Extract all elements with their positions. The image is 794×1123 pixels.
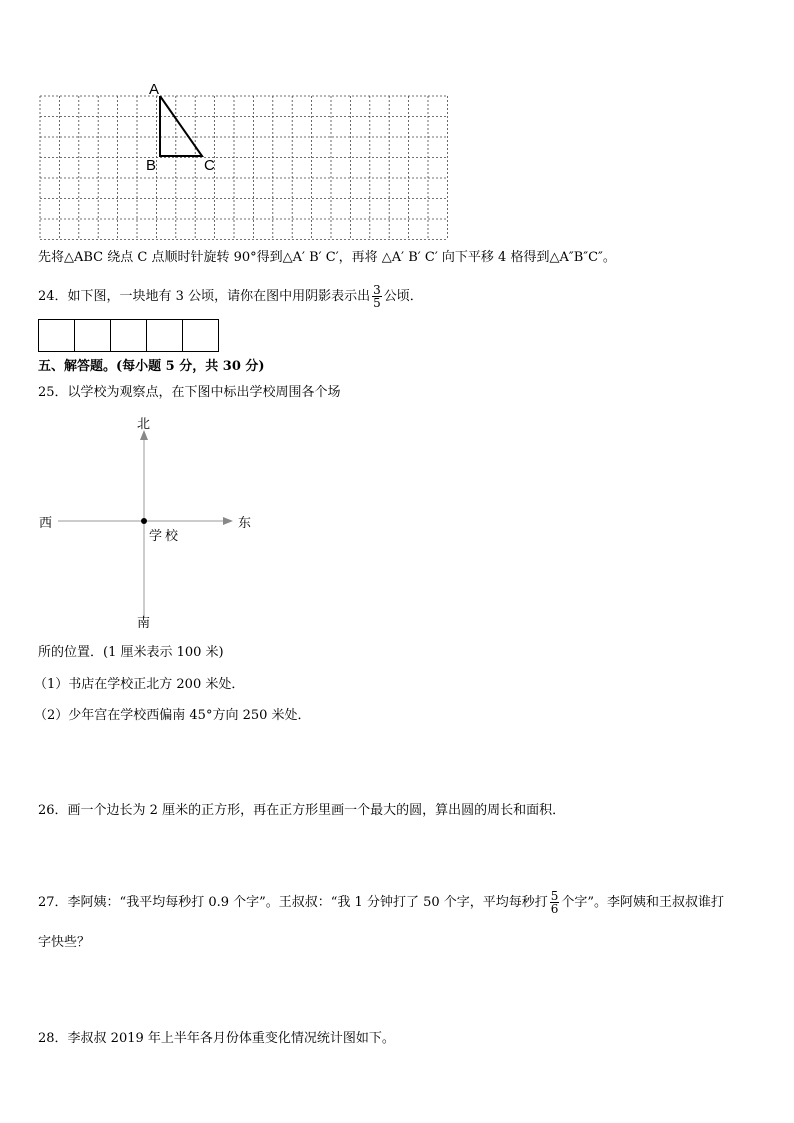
label-north: 北 xyxy=(137,417,151,432)
land-cells xyxy=(39,320,219,352)
triangle-abc xyxy=(160,96,202,156)
label-east: 东 xyxy=(238,516,252,531)
q24-question xyxy=(38,284,423,309)
east-arrow-icon xyxy=(223,517,233,525)
q27-frac-num: 5 xyxy=(550,889,559,903)
vertex-label-b: B xyxy=(146,157,157,174)
land-cell[interactable] xyxy=(111,320,147,352)
q24-prefix: 24．如下图，一块地有 3 公顷，请你在图中用阴影表示出 xyxy=(38,289,371,304)
vertex-label-a: A xyxy=(149,81,160,98)
land-rectangle[interactable] xyxy=(38,319,220,353)
q24-fraction xyxy=(372,284,382,309)
label-south: 南 xyxy=(137,616,151,631)
q27-prefix: 27．李阿姨：“我平均每秒打 0.9 个字”。王叔叔：“我 1 分钟打了 50 个字，平均每秒打 xyxy=(38,895,548,910)
q26-question: 26．画一个边长为 2 厘米的正方形，再在正方形里画一个最大的圆，算出圆的周长和面积． xyxy=(38,803,566,818)
q27-suffix: 个字”。李阿姨和王叔叔谁打 xyxy=(561,895,725,910)
q25-intro: 25．以学校为观察点，在下图中标出学校周围各个场 xyxy=(38,385,341,400)
q25-item-1: （1）书店在学校正北方 200 米处． xyxy=(34,677,245,692)
label-west: 西 xyxy=(39,516,53,531)
q27-frac-den: 6 xyxy=(550,902,559,916)
land-cell[interactable] xyxy=(183,320,219,352)
q24-frac-num: 3 xyxy=(373,283,381,297)
dashed-grid xyxy=(40,96,447,240)
q25-item-2: （2）少年宫在学校西偏南 45°方向 250 米处． xyxy=(34,708,311,723)
section5-heading: 五、解答题。(每小题 5 分，共 30 分) xyxy=(38,359,265,374)
q28-question: 28．李叔叔 2019 年上半年各月份体重变化情况统计图如下。 xyxy=(38,1031,395,1046)
label-school: 学校 xyxy=(149,529,182,544)
land-cell[interactable] xyxy=(75,320,111,352)
grid-figure xyxy=(30,78,460,243)
q27-fraction xyxy=(550,890,560,915)
q25-continuation: 所的位置．(1 厘米表示 100 米) xyxy=(38,645,224,660)
q27-question xyxy=(38,890,724,915)
q24-frac-den: 5 xyxy=(373,296,381,310)
q24-suffix: 公顷． xyxy=(383,289,423,304)
land-cell[interactable] xyxy=(147,320,183,352)
q27-line2: 字快些？ xyxy=(38,935,91,950)
vertex-label-c: C xyxy=(204,157,215,174)
land-cell[interactable] xyxy=(39,320,75,352)
school-point xyxy=(141,518,147,524)
q23-instruction: 先将△ABC 绕点 C 点顺时针旋转 90°得到△A′ B′ C′，再将 △A′ B′ C′ 向下平移 4 格得到△A″B″C″。 xyxy=(38,250,616,265)
compass-diagram xyxy=(30,410,270,635)
